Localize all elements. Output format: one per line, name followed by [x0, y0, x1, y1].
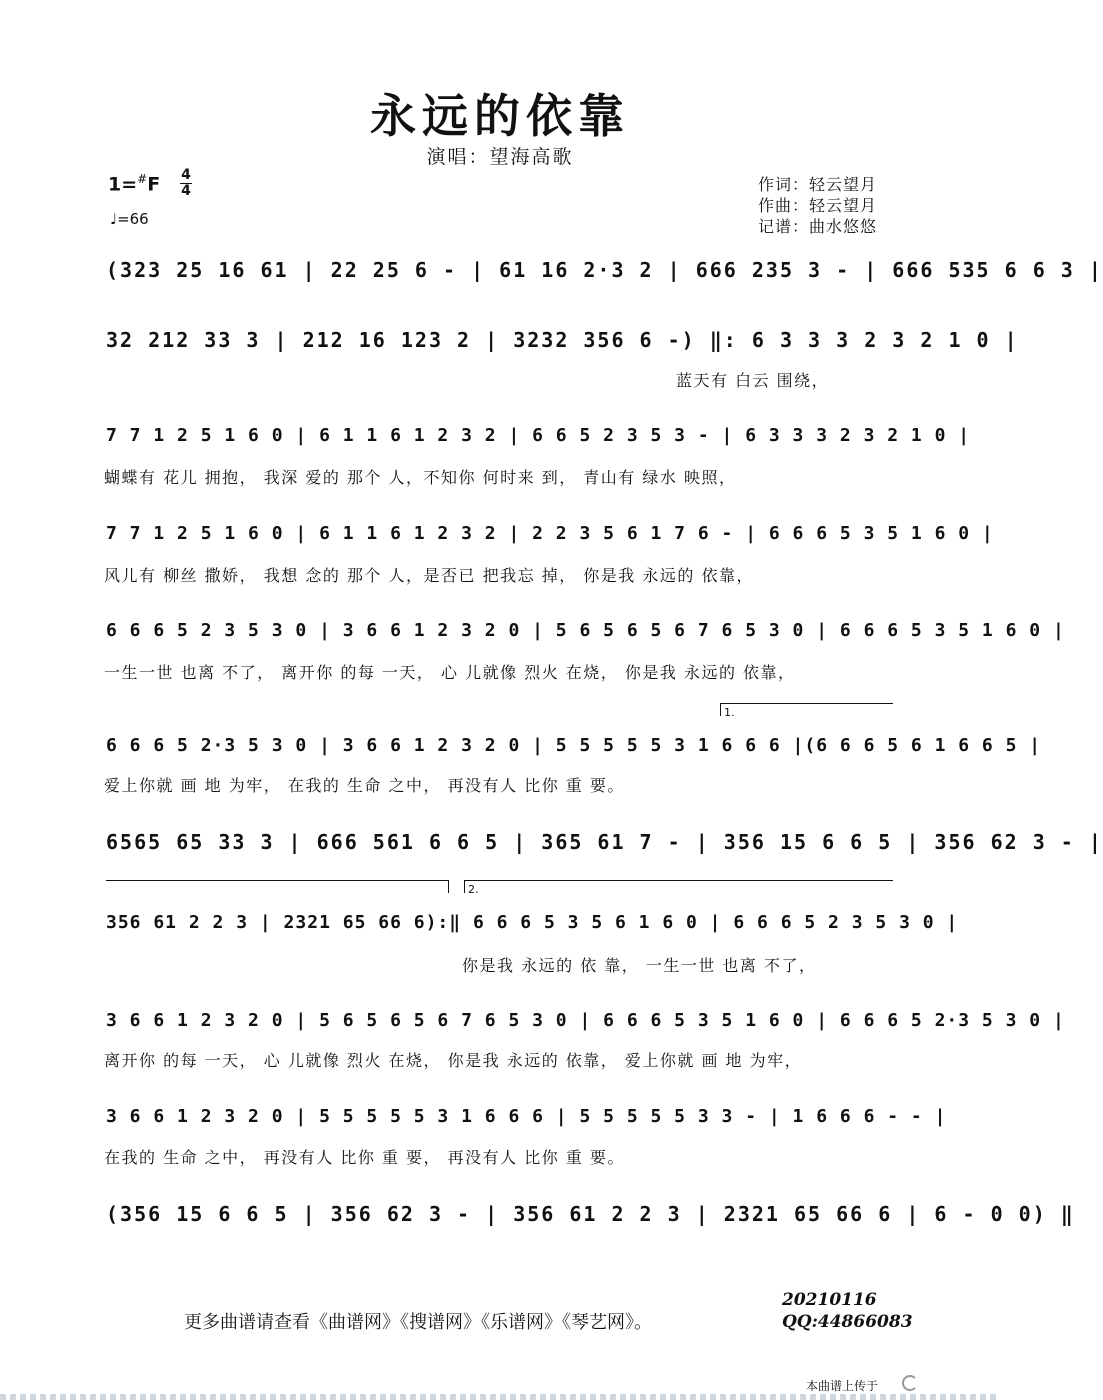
lyrics-line-8: 你是我 永远的 依 靠， 一生一世 也离 不了， — [462, 956, 817, 975]
lyrics-line-6: 爱上你就 画 地 为牢， 在我的 生命 之中， 再没有人 比你 重 要。 — [104, 776, 625, 795]
lyrics-line-3: 蝴蝶有 花儿 拥抱， 我深 爱的 那个 人，不知你 何时来 到， 青山有 绿水 映照， — [104, 468, 737, 487]
transcriber-credit: 记谱：曲水悠悠 — [758, 217, 878, 236]
lyrics-line-5: 一生一世 也离 不了， 离开你 的每 一天， 心 儿就像 烈火 在烧， 你是我 永远的 依靠， — [104, 663, 796, 682]
upload-note: 本曲谱上传于 — [806, 1379, 879, 1393]
notation-line-9: 3 6 6 1 2 3 2 0 | 5 6 5 6 5 6 7 6 5 3 0 | 6 6 6 5 3 5 1 6 0 | 6 6 6 5 2·3 5 3 0 | — [106, 1010, 1065, 1031]
time-signature — [180, 168, 192, 199]
sharp-sign: # — [137, 172, 148, 186]
date-stamp: 20210116 — [782, 1290, 877, 1310]
notation-line-10: 3 6 6 1 2 3 2 0 | 5 5 5 5 5 3 1 6 6 6 | 5 5 5 5 5 3 3 - | 1 6 6 6 - - | — [106, 1106, 947, 1127]
lyricist-credit: 作词：轻云望月 — [758, 175, 878, 194]
lyrics-line-2: 蓝天有 白云 围绕， — [676, 371, 830, 390]
lyrics-line-10: 在我的 生命 之中， 再没有人 比你 重 要， 再没有人 比你 重 要。 — [104, 1148, 625, 1167]
notation-line-5: 6 6 6 5 2 3 5 3 0 | 3 6 6 1 2 3 2 0 | 5 6 5 6 5 6 7 6 5 3 0 | 6 6 6 5 3 5 1 6 0 | — [106, 620, 1065, 641]
volta-2-bracket — [464, 880, 893, 893]
key-note: F — [147, 173, 161, 196]
notation-line-3: 7 7 1 2 5 1 6 0 | 6 1 1 6 1 2 3 2 | 6 6 5 2 3 5 3 - | 6 3 3 3 2 3 2 1 0 | — [106, 425, 971, 446]
volta-1-end-bracket — [106, 880, 449, 893]
composer-credit: 作曲：轻云望月 — [758, 196, 878, 215]
tempo-marking: ♩=66 — [110, 210, 149, 228]
volta-1-bracket — [720, 703, 893, 716]
song-title: 永远的依靠 — [370, 89, 630, 143]
key-prefix: 1= — [108, 173, 138, 196]
notation-line-8: 356 61 2 2 3 | 2321 65 66 6):‖ 6 6 6 5 3 5 6 1 6 0 | 6 6 6 5 2 3 5 3 0 | — [106, 912, 959, 933]
notation-line-11: (356 15 6 6 5 | 356 62 3 - | 356 61 2 2 3 | 2321 65 66 6 | 6 - 0 0) ‖ — [106, 1202, 1075, 1226]
bottom-decor-band — [0, 1394, 1000, 1400]
volta-2-label: 2. — [468, 883, 479, 896]
key-signature — [108, 172, 160, 195]
time-signature-top: 4 — [181, 167, 191, 183]
footer-note: 更多曲谱请查看《曲谱网》《搜谱网》《乐谱网》《琴艺网》。 — [184, 1312, 652, 1333]
notation-line-1: (323 25 16 61 | 22 25 6 - | 61 16 2·3 2 | 666 235 3 - | 666 535 6 6 3 | — [106, 258, 1103, 282]
notation-line-2: 32 212 33 3 | 212 16 123 2 | 3232 356 6 -) ‖: 6 3 3 3 2 3 2 1 0 | — [106, 328, 1019, 352]
lyrics-line-9: 离开你 的每 一天， 心 儿就像 烈火 在烧， 你是我 永远的 依靠， 爱上你就 画 地 为牢， — [104, 1051, 803, 1070]
time-signature-bottom: 4 — [181, 183, 191, 199]
qq-number: QQ:44866083 — [782, 1312, 913, 1332]
notation-line-6: 6 6 6 5 2·3 5 3 0 | 3 6 6 1 2 3 2 0 | 5 5 5 5 5 3 1 6 6 6 |(6 6 6 5 6 1 6 6 5 | — [106, 735, 1042, 756]
volta-1-label: 1. — [724, 706, 735, 719]
notation-line-7: 6565 65 33 3 | 666 561 6 6 5 | 365 61 7 - | 356 15 6 6 5 | 356 62 3 - | — [106, 830, 1103, 854]
lyrics-line-4: 风儿有 柳丝 撒娇， 我想 念的 那个 人，是否已 把我忘 掉， 你是我 永远的 依靠， — [104, 566, 754, 585]
singer-line: 演唱：望海高歌 — [426, 146, 574, 168]
site-logo-icon — [902, 1375, 918, 1391]
notation-line-4: 7 7 1 2 5 1 6 0 | 6 1 1 6 1 2 3 2 | 2 2 3 5 6 1 7 6 - | 6 6 6 5 3 5 1 6 0 | — [106, 523, 994, 544]
